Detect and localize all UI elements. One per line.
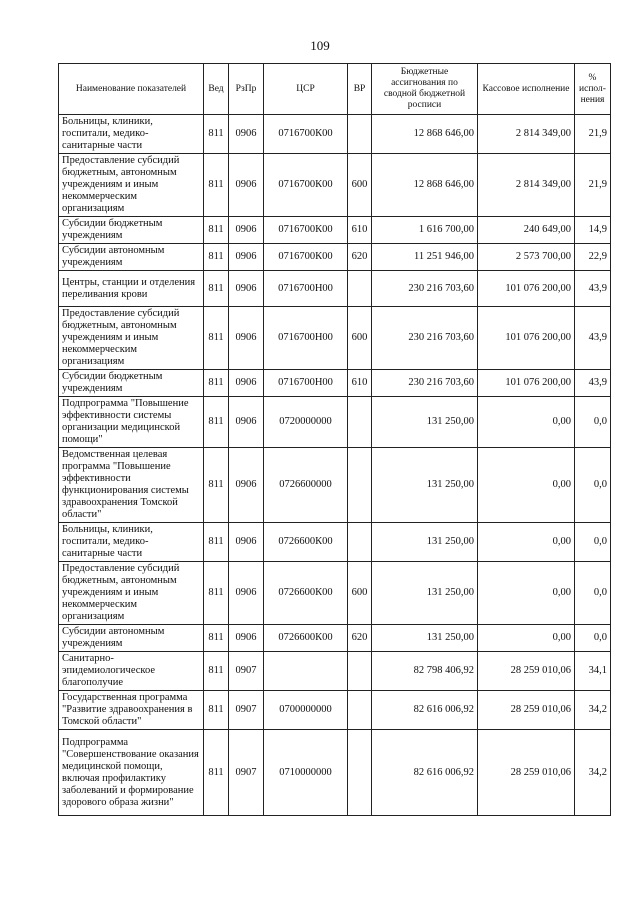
- cell-budget-allocation: 131 250,00: [372, 562, 478, 625]
- cell-cash-execution: 28 259 010,06: [478, 652, 575, 691]
- cell-cash-execution: 2 814 349,00: [478, 115, 575, 154]
- header-department: Вед: [204, 64, 229, 115]
- cell-section: 0906: [229, 154, 264, 217]
- table-row: [59, 562, 611, 625]
- cell-section: 0906: [229, 271, 264, 307]
- cell-budget-allocation: 1 616 700,00: [372, 217, 478, 244]
- cell-expense-type: [348, 448, 372, 523]
- cell-section: 0906: [229, 448, 264, 523]
- cell-target-article: 0716700К00: [264, 217, 348, 244]
- cell-execution-percent: 34,2: [575, 691, 611, 730]
- cell-section: 0907: [229, 730, 264, 816]
- cell-section: 0906: [229, 217, 264, 244]
- cell-cash-execution: 0,00: [478, 397, 575, 448]
- cell-section: 0906: [229, 625, 264, 652]
- cell-cash-execution: 101 076 200,00: [478, 271, 575, 307]
- cell-department: 811: [204, 397, 229, 448]
- cell-indicator-name: Больницы, клиники, госпитали, медико-санитарные части: [59, 115, 204, 154]
- cell-expense-type: 620: [348, 625, 372, 652]
- cell-execution-percent: 0,0: [575, 625, 611, 652]
- cell-cash-execution: 2 814 349,00: [478, 154, 575, 217]
- cell-department: 811: [204, 652, 229, 691]
- header-section: РзПр: [229, 64, 264, 115]
- cell-indicator-name: Предоставление субсидий бюджетным, автономным учреждениям и иным некоммерческим организациям: [59, 562, 204, 625]
- cell-expense-type: 610: [348, 217, 372, 244]
- cell-expense-type: 600: [348, 562, 372, 625]
- cell-expense-type: 620: [348, 244, 372, 271]
- cell-budget-allocation: 12 868 646,00: [372, 154, 478, 217]
- table-row: [59, 691, 611, 730]
- cell-indicator-name: Государственная программа "Развитие здравоохранения в Томской области": [59, 691, 204, 730]
- cell-execution-percent: 43,9: [575, 271, 611, 307]
- cell-execution-percent: 43,9: [575, 370, 611, 397]
- table-row: [59, 307, 611, 370]
- cell-expense-type: [348, 691, 372, 730]
- cell-expense-type: [348, 271, 372, 307]
- table-row: [59, 448, 611, 523]
- cell-section: 0906: [229, 370, 264, 397]
- cell-cash-execution: 28 259 010,06: [478, 730, 575, 816]
- cell-department: 811: [204, 691, 229, 730]
- cell-execution-percent: 21,9: [575, 115, 611, 154]
- cell-budget-allocation: 131 250,00: [372, 625, 478, 652]
- table-row: [59, 217, 611, 244]
- cell-department: 811: [204, 307, 229, 370]
- cell-department: 811: [204, 154, 229, 217]
- cell-budget-allocation: 82 616 006,92: [372, 691, 478, 730]
- header-budget-allocations: Бюджетные ассигнования по сводной бюджетной росписи: [372, 64, 478, 115]
- cell-expense-type: [348, 115, 372, 154]
- cell-cash-execution: 28 259 010,06: [478, 691, 575, 730]
- cell-expense-type: [348, 523, 372, 562]
- cell-indicator-name: Предоставление субсидий бюджетным, автономным учреждениям и иным некоммерческим организациям: [59, 154, 204, 217]
- cell-budget-allocation: 131 250,00: [372, 523, 478, 562]
- table-row: [59, 730, 611, 816]
- cell-target-article: 0710000000: [264, 730, 348, 816]
- cell-section: 0906: [229, 307, 264, 370]
- cell-budget-allocation: 230 216 703,60: [372, 370, 478, 397]
- cell-expense-type: 600: [348, 154, 372, 217]
- cell-target-article: 0716700Н00: [264, 307, 348, 370]
- cell-indicator-name: Субсидии автономным учреждениям: [59, 244, 204, 271]
- cell-execution-percent: 34,2: [575, 730, 611, 816]
- header-target-article: ЦСР: [264, 64, 348, 115]
- cell-section: 0907: [229, 652, 264, 691]
- cell-indicator-name: Подпрограмма "Совершенствование оказания медицинской помощи, включая профилактику заболеваний и формирование здорового образа жизни": [59, 730, 204, 816]
- cell-department: 811: [204, 217, 229, 244]
- cell-execution-percent: 0,0: [575, 397, 611, 448]
- cell-target-article: 0720000000: [264, 397, 348, 448]
- table-row: [59, 625, 611, 652]
- cell-department: 811: [204, 523, 229, 562]
- cell-cash-execution: 0,00: [478, 625, 575, 652]
- cell-cash-execution: 0,00: [478, 448, 575, 523]
- cell-budget-allocation: 131 250,00: [372, 397, 478, 448]
- cell-budget-allocation: 12 868 646,00: [372, 115, 478, 154]
- cell-indicator-name: Подпрограмма "Повышение эффективности системы организации медицинской помощи": [59, 397, 204, 448]
- cell-budget-allocation: 82 616 006,92: [372, 730, 478, 816]
- table-row: [59, 523, 611, 562]
- header-expense-type: ВР: [348, 64, 372, 115]
- cell-expense-type: [348, 652, 372, 691]
- table-row: [59, 370, 611, 397]
- cell-execution-percent: 34,1: [575, 652, 611, 691]
- header-cash-execution: Кассовое исполнение: [478, 64, 575, 115]
- cell-execution-percent: 14,9: [575, 217, 611, 244]
- cell-department: 811: [204, 115, 229, 154]
- cell-indicator-name: Субсидии автономным учреждениям: [59, 625, 204, 652]
- cell-budget-allocation: 82 798 406,92: [372, 652, 478, 691]
- cell-execution-percent: 0,0: [575, 448, 611, 523]
- cell-indicator-name: Центры, станции и отделения переливания крови: [59, 271, 204, 307]
- cell-department: 811: [204, 448, 229, 523]
- cell-cash-execution: 0,00: [478, 523, 575, 562]
- cell-indicator-name: Субсидии бюджетным учреждениям: [59, 217, 204, 244]
- budget-execution-table: [58, 63, 611, 816]
- cell-indicator-name: Ведомственная целевая программа "Повышение эффективности функционирования системы здравоохранения Томской области": [59, 448, 204, 523]
- cell-cash-execution: 101 076 200,00: [478, 307, 575, 370]
- cell-budget-allocation: 11 251 946,00: [372, 244, 478, 271]
- cell-target-article: [264, 652, 348, 691]
- cell-section: 0906: [229, 244, 264, 271]
- cell-target-article: 0726600000: [264, 448, 348, 523]
- cell-execution-percent: 0,0: [575, 523, 611, 562]
- cell-indicator-name: Больницы, клиники, госпитали, медико-санитарные части: [59, 523, 204, 562]
- cell-cash-execution: 240 649,00: [478, 217, 575, 244]
- cell-section: 0906: [229, 562, 264, 625]
- cell-target-article: 0726600К00: [264, 562, 348, 625]
- cell-department: 811: [204, 730, 229, 816]
- cell-execution-percent: 0,0: [575, 562, 611, 625]
- cell-execution-percent: 22,9: [575, 244, 611, 271]
- table-row: [59, 244, 611, 271]
- cell-target-article: 0716700Н00: [264, 271, 348, 307]
- cell-section: 0907: [229, 691, 264, 730]
- header-execution-percent: % испол- нения: [575, 64, 611, 115]
- cell-execution-percent: 21,9: [575, 154, 611, 217]
- cell-target-article: 0726600К00: [264, 625, 348, 652]
- cell-cash-execution: 0,00: [478, 562, 575, 625]
- cell-target-article: 0700000000: [264, 691, 348, 730]
- cell-indicator-name: Предоставление субсидий бюджетным, автономным учреждениям и иным некоммерческим организациям: [59, 307, 204, 370]
- table-row: [59, 115, 611, 154]
- cell-expense-type: 610: [348, 370, 372, 397]
- cell-expense-type: [348, 397, 372, 448]
- cell-execution-percent: 43,9: [575, 307, 611, 370]
- table-header-row: [59, 64, 611, 115]
- cell-indicator-name: Санитарно-эпидемиологическое благополучие: [59, 652, 204, 691]
- cell-budget-allocation: 131 250,00: [372, 448, 478, 523]
- cell-target-article: 0716700Н00: [264, 370, 348, 397]
- cell-section: 0906: [229, 523, 264, 562]
- cell-target-article: 0716700К00: [264, 154, 348, 217]
- cell-expense-type: 600: [348, 307, 372, 370]
- page-number: 109: [310, 38, 330, 53]
- cell-expense-type: [348, 730, 372, 816]
- cell-target-article: 0726600К00: [264, 523, 348, 562]
- cell-department: 811: [204, 244, 229, 271]
- table-row: [59, 271, 611, 307]
- table-row: [59, 397, 611, 448]
- header-indicator-name: Наименование показателей: [59, 64, 204, 115]
- cell-indicator-name: Субсидии бюджетным учреждениям: [59, 370, 204, 397]
- cell-department: 811: [204, 625, 229, 652]
- cell-cash-execution: 101 076 200,00: [478, 370, 575, 397]
- cell-section: 0906: [229, 397, 264, 448]
- cell-cash-execution: 2 573 700,00: [478, 244, 575, 271]
- cell-budget-allocation: 230 216 703,60: [372, 307, 478, 370]
- cell-department: 811: [204, 370, 229, 397]
- cell-target-article: 0716700К00: [264, 244, 348, 271]
- cell-section: 0906: [229, 115, 264, 154]
- cell-department: 811: [204, 271, 229, 307]
- cell-department: 811: [204, 562, 229, 625]
- cell-target-article: 0716700К00: [264, 115, 348, 154]
- table-body: [59, 115, 611, 816]
- table-row: [59, 652, 611, 691]
- cell-budget-allocation: 230 216 703,60: [372, 271, 478, 307]
- table-row: [59, 154, 611, 217]
